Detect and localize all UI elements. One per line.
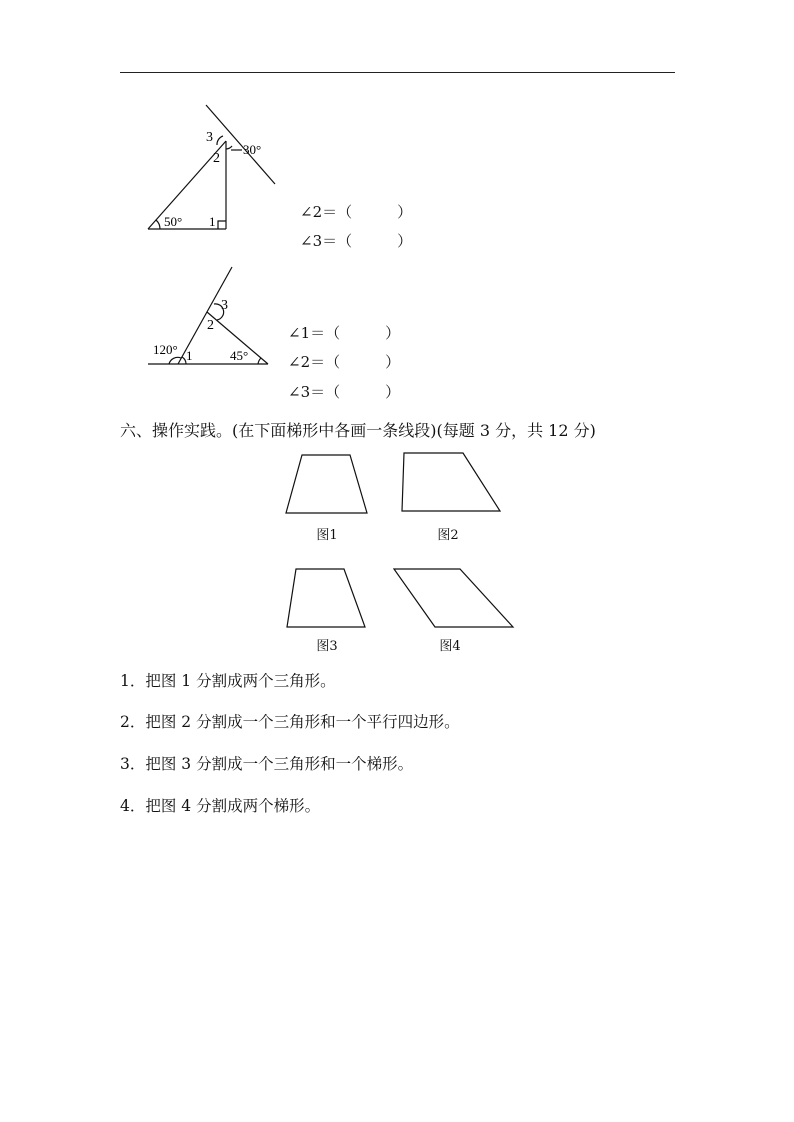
caption-figure-4: 图4 xyxy=(439,639,461,654)
fig1-arc-3 xyxy=(217,136,223,145)
fig2-label-120: 120° xyxy=(153,342,178,357)
fig1-label-1: 1 xyxy=(209,214,216,229)
trapezoid-figure-1 xyxy=(282,450,372,520)
fig2-answer-angle2: ∠2＝（ ） xyxy=(288,353,401,371)
fig1-answer-angle3: ∠3＝（ ） xyxy=(300,232,413,250)
caption-figure-1: 图1 xyxy=(316,528,338,543)
fig2-answer-angle1: ∠1＝（ ） xyxy=(288,324,401,342)
fig1-right-angle-mark xyxy=(218,221,226,229)
triangle-figure-1 xyxy=(140,100,290,235)
question-1: 1．把图 1 分割成两个三角形。 xyxy=(120,672,336,690)
fig1-arc-50 xyxy=(156,220,160,229)
section-6-heading: 六、操作实践。(在下面梯形中各画一条线段)(每题 3 分，共 12 分) xyxy=(120,421,596,440)
fig1-answer-angle2: ∠2＝（ ） xyxy=(300,203,413,221)
top-rule xyxy=(120,72,675,73)
fig2-label-45: 45° xyxy=(230,348,249,363)
fig1-label-30: 30° xyxy=(243,142,262,157)
trapezoid-figure-2 xyxy=(396,448,506,518)
caption-figure-3: 图3 xyxy=(316,639,338,654)
fig2-arc-45 xyxy=(258,358,261,364)
fig2-label-2: 2 xyxy=(207,318,214,333)
trapezoid-figure-4 xyxy=(390,564,518,632)
triangle-figure-2 xyxy=(140,262,280,372)
question-2: 2．把图 2 分割成一个三角形和一个平行四边形。 xyxy=(120,713,460,731)
fig1-label-3: 3 xyxy=(206,130,213,145)
fig2-label-3: 3 xyxy=(221,298,228,313)
trapezoid-figure-3 xyxy=(282,564,372,632)
fig2-label-1: 1 xyxy=(186,348,193,363)
caption-figure-2: 图2 xyxy=(437,528,459,543)
fig1-label-50: 50° xyxy=(164,214,183,229)
fig1-arc-30 xyxy=(226,146,232,149)
fig2-answer-angle3: ∠3＝（ ） xyxy=(288,383,401,401)
fig1-transversal xyxy=(206,105,275,184)
question-3: 3．把图 3 分割成一个三角形和一个梯形。 xyxy=(120,755,414,773)
fig1-label-2: 2 xyxy=(213,151,220,166)
question-4: 4．把图 4 分割成两个梯形。 xyxy=(120,797,321,815)
